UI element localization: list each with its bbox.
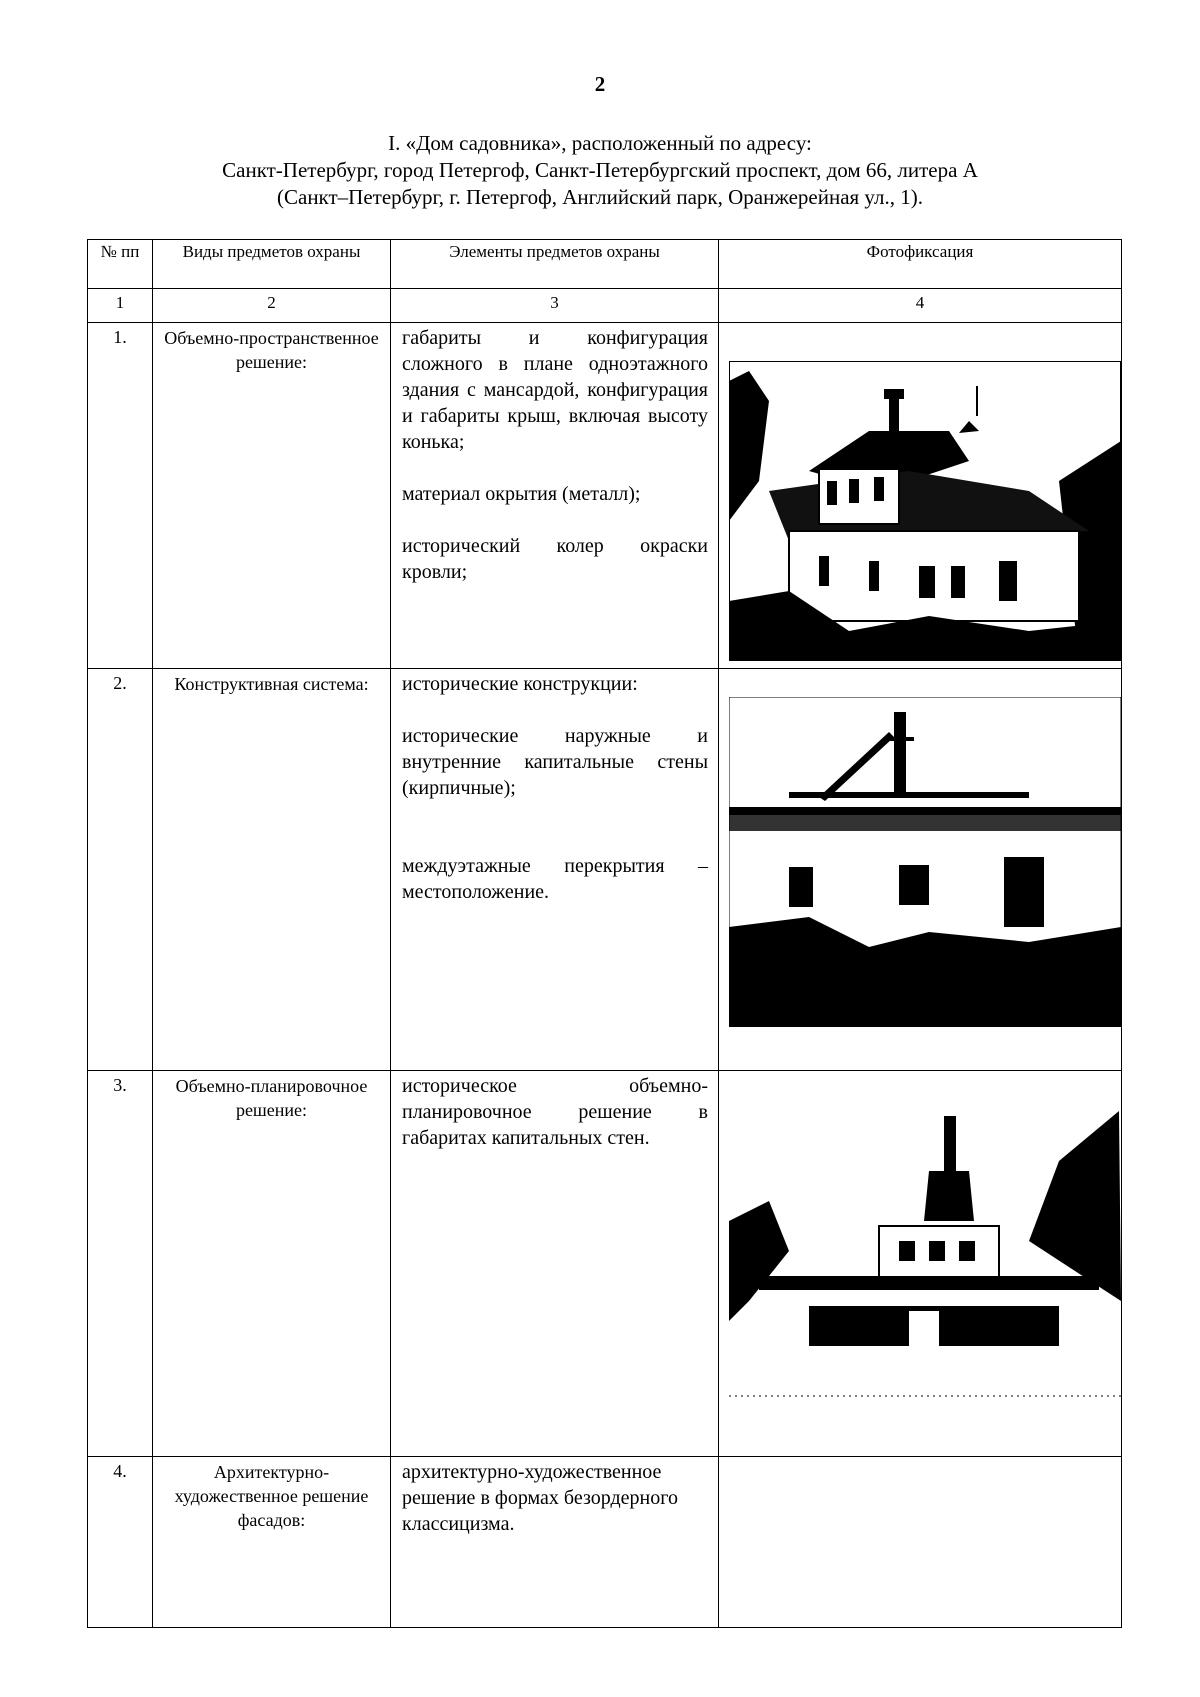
protection-elements [391, 669, 719, 1071]
row-number: 3. [88, 1071, 153, 1457]
table-row [88, 669, 1122, 1071]
heading-line-1: I. «Дом садовника», расположенный по адресу: [388, 131, 812, 155]
element-item: габариты и конфигурация сложного в плане одноэтажного здания с мансардой, конфигурация и габариты крыш, включая высоту конька; [402, 327, 708, 453]
element-item: междуэтажные перекрытия – местоположение. [402, 855, 708, 903]
header-kind: Виды предметов охраны [153, 240, 391, 289]
element-item: исторические конструкции: [402, 673, 638, 695]
photo-cell-empty [719, 1457, 1122, 1628]
row-number: 2. [88, 669, 153, 1071]
protection-kind: Конструктивная система: [153, 669, 391, 1071]
column-number: 2 [153, 289, 391, 323]
header-photo: Фотофиксация [719, 240, 1122, 289]
element-item: архитектурно-художественное решение в формах безордерного классицизма. [402, 1461, 678, 1535]
building-photo-3 [729, 1101, 1121, 1431]
table-row [88, 323, 1122, 669]
header-num: № пп [88, 240, 153, 289]
photo-cell [719, 323, 1122, 669]
photo-cell [719, 669, 1122, 1071]
building-photo-1 [729, 361, 1121, 661]
protection-elements [391, 323, 719, 669]
protection-elements [391, 1071, 719, 1457]
element-item: исторические наружные и внутренние капитальные стены (кирпичные); [402, 725, 708, 799]
table-row [88, 1071, 1122, 1457]
document-heading [100, 130, 1100, 211]
building-photo-2 [729, 697, 1121, 1027]
header-elements: Элементы предметов охраны [391, 240, 719, 289]
element-item: историческое объемно-планировочное решение в габаритах капитальных стен. [402, 1075, 708, 1149]
column-number: 3 [391, 289, 719, 323]
column-number-row [88, 289, 1122, 323]
protection-kind: Объемно-планировочное решение: [153, 1071, 391, 1457]
page-number: 2 [594, 72, 606, 96]
protection-table [87, 239, 1122, 1628]
row-number: 4. [88, 1457, 153, 1628]
protection-kind: Архитектурно-художественное решение фасадов: [153, 1457, 391, 1628]
table-header-row [88, 240, 1122, 289]
photo-cell [719, 1071, 1122, 1457]
heading-line-2: Санкт-Петербург, город Петергоф, Санкт-Петербургский проспект, дом 66, литера А [222, 158, 978, 182]
heading-line-3: (Санкт–Петербург, г. Петергоф, Английский парк, Оранжерейная ул., 1). [277, 185, 923, 209]
protection-kind: Объемно-пространственное решение: [153, 323, 391, 669]
protection-elements [391, 1457, 719, 1628]
row-number: 1. [88, 323, 153, 669]
column-number: 1 [88, 289, 153, 323]
element-item: материал окрытия (металл); [402, 483, 641, 505]
column-number: 4 [719, 289, 1122, 323]
table-row [88, 1457, 1122, 1628]
element-item: исторический колер окраски кровли; [402, 535, 708, 583]
